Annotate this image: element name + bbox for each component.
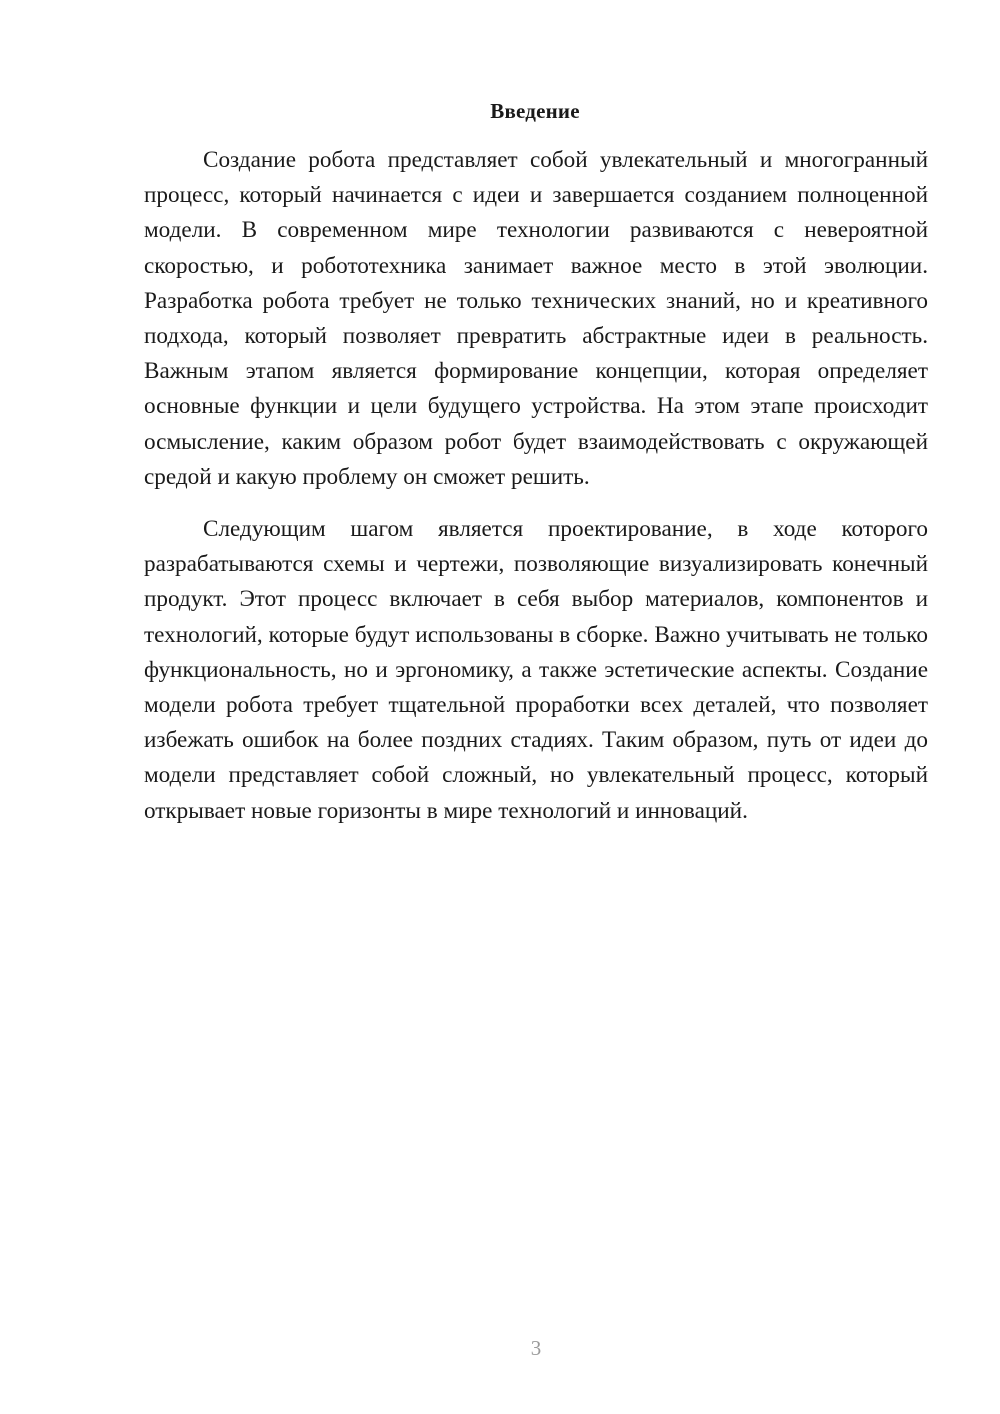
page-number: 3	[530, 1336, 542, 1360]
document-body	[144, 143, 928, 829]
paragraph-2: Следующим шагом является проектирование, в ходе которого разрабатываются схемы и чертежи, позволяющие визуализировать конечный продукт. Этот процесс включает в себя выбор материалов, компонентов и технологий, которые будут использованы в сборке. Важно учитывать не только функциональность, но и эргономику, а также эстетические аспекты. Создание модели робота требует тщательной проработки всех деталей, что позволяет избежать ошибок на более поздних стадиях. Таким образом, путь от идеи до модели представляет собой сложный, но увлекательный процесс, который открывает новые горизонты в мире технологий и инноваций.	[144, 516, 928, 824]
page-title: Введение	[490, 99, 580, 123]
paragraph-1: Создание робота представляет собой увлекательный и многогранный процесс, который начинается с идеи и завершается созданием полноценной модели. В современном мире технологии развиваются с невероятной скоростью, и робототехника занимает важное место в этой эволюции. Разработка робота требует не только технических знаний, но и креативного подхода, который позволяет превратить абстрактные идеи в реальность. Важным этапом является формирование концепции, которая определяет основные функции и цели будущего устройства. На этом этапе происходит осмысление, каким образом робот будет взаимодействовать с окружающей средой и какую проблему он сможет решить.	[144, 147, 928, 490]
